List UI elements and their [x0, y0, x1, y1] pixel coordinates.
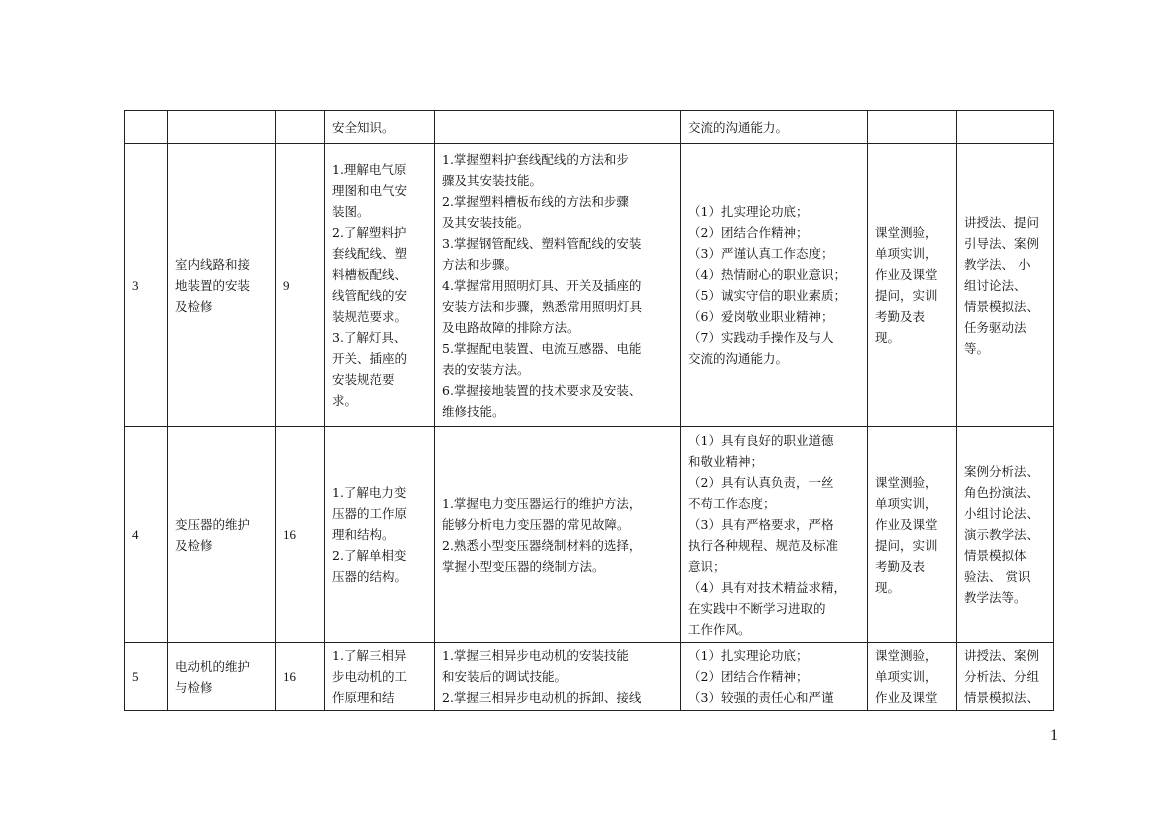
cell-line: 套线配线、塑 — [332, 246, 408, 261]
cell-line: （3）具有严格要求，严格 — [688, 516, 834, 532]
quality-cell — [681, 427, 868, 643]
cell-line: 教学法、 小 — [964, 256, 1031, 272]
cell-line: 作业及课堂 — [875, 516, 938, 532]
table-row — [125, 144, 1054, 427]
cell-line: （4）具有对技术精益求精， — [688, 579, 846, 595]
cell-line: 作原理和结 — [332, 690, 395, 705]
cell-line: 等。 — [964, 340, 990, 356]
assessment-cell — [868, 144, 957, 427]
quality-cell — [681, 111, 868, 144]
cell-line: 单项实训， — [875, 669, 938, 684]
cell-line: 在实践中不断学习进取的 — [688, 600, 826, 616]
cell-line: 掌握小型变压器的绕制方法。 — [442, 558, 605, 574]
cell-line: 单项实训， — [875, 495, 938, 511]
knowledge-cell — [325, 427, 435, 643]
hours-cell: 9 — [276, 144, 325, 427]
cell-line: 开关、插座的 — [332, 351, 408, 366]
cell-line: （3）较强的责任心和严谨 — [688, 690, 834, 705]
knowledge-cell — [325, 643, 435, 711]
module-cell — [168, 144, 276, 427]
cell-line: 角色扮演法、 — [964, 485, 1040, 500]
cell-line: 1.掌握电力变压器运行的维护方法， — [442, 495, 642, 511]
cell-line: 能够分析电力变压器的常见故障。 — [442, 516, 630, 532]
cell-line: （4）热情耐心的职业意识； — [688, 267, 846, 282]
cell-line: 和敬业精神； — [688, 453, 764, 469]
cell-line: 变压器的维护 — [175, 516, 251, 532]
cell-line: （2）具有认真负责，一丝 — [688, 474, 834, 490]
methods-cell — [957, 427, 1054, 643]
row-number: 3 — [125, 144, 168, 427]
cell-line: 压器的工作原 — [332, 506, 408, 521]
row-number: 5 — [125, 643, 168, 711]
cell-line: 安装方法和步骤，熟悉常用照明灯具 — [442, 298, 643, 314]
methods-cell — [957, 643, 1054, 711]
cell-line: （7）实践动手操作及与人 — [688, 330, 834, 345]
cell-line: 2.了解塑料护 — [332, 225, 407, 240]
cell-line: （1）扎实理论功底； — [688, 648, 809, 663]
cell-line: 情景模拟法、 — [964, 690, 1040, 705]
cell-line: 现。 — [875, 579, 901, 595]
cell-line: 步电动机的工 — [332, 669, 408, 684]
cell-line: 和安装后的调试技能。 — [442, 669, 568, 684]
cell-line: 3.掌握钢管配线、塑料管配线的安装 — [442, 235, 642, 251]
cell-line: 室内线路和接 — [175, 256, 251, 272]
course-table — [124, 110, 1054, 711]
cell-line: 考勤及表 — [875, 309, 926, 324]
skills-cell — [435, 427, 681, 643]
cell-line: 及其安装技能。 — [442, 214, 530, 230]
cell-line: 演示教学法、 — [964, 527, 1040, 542]
module-cell — [168, 643, 276, 711]
cell-line: 讲授法、案例 — [964, 648, 1040, 663]
module-cell — [168, 427, 276, 643]
cell-line: 及检修 — [175, 298, 213, 314]
knowledge-cell — [325, 144, 435, 427]
cell-line: 课堂测验， — [875, 648, 938, 663]
cell-line: 验法、 赏识 — [964, 569, 1031, 584]
cell-line: 讲授法、提问 — [964, 214, 1040, 230]
cell-line: 5.掌握配电装置、电流互感器、电能 — [442, 340, 642, 356]
cell-line: 1.了解电力变 — [332, 485, 407, 500]
cell-line: 地装置的安装 — [175, 277, 251, 293]
skills-cell — [435, 144, 681, 427]
cell-line: 交流的沟通能力。 — [688, 351, 789, 366]
cell-line: 压器的结构。 — [332, 569, 408, 584]
cell-line: 执行各种规程、规范及标准 — [688, 537, 839, 553]
cell-line: 作业及课堂 — [875, 267, 938, 282]
quality-cell — [681, 144, 868, 427]
cell-line: 电动机的维护 — [175, 658, 251, 674]
assessment-cell — [868, 427, 957, 643]
cell-line: （1）具有良好的职业道德 — [688, 432, 834, 448]
cell-line: 教学法等。 — [964, 590, 1027, 605]
cell-line: 考勤及表 — [875, 558, 926, 574]
cell-line: 课堂测验， — [875, 225, 938, 240]
cell-line: （2）团结合作精神； — [688, 225, 809, 240]
cell-line: 不苟工作态度； — [688, 495, 776, 511]
cell-line: （3）严谨认真工作态度； — [688, 246, 834, 261]
cell-line: 情景模拟法、 — [964, 298, 1040, 314]
assessment-cell — [868, 111, 957, 144]
cell-line: 维修技能。 — [442, 403, 505, 419]
cell-line: 及检修 — [175, 537, 213, 553]
cell-line: 3.了解灯具、 — [332, 330, 407, 345]
cell-line: 线管配线的安 — [332, 288, 408, 303]
cell-line: 任务驱动法 — [964, 319, 1027, 335]
cell-line: 骤及其安装技能。 — [442, 172, 543, 188]
cell-line: 2.掌握塑料槽板布线的方法和步骤 — [442, 193, 629, 209]
methods-cell — [957, 111, 1054, 144]
methods-cell — [957, 144, 1054, 427]
cell-line: （6）爱岗敬业职业精神； — [688, 309, 834, 324]
row-number: 4 — [125, 427, 168, 643]
cell-line: 情景模拟体 — [964, 548, 1027, 563]
cell-line: 安全知识。 — [332, 119, 395, 135]
cell-line: 分析法、分组 — [964, 669, 1040, 684]
cell-line: 意识； — [688, 558, 726, 574]
cell-line: 课堂测验， — [875, 474, 938, 490]
cell-line: 引导法、案例 — [964, 235, 1040, 251]
cell-line: 工作作风。 — [688, 621, 751, 637]
hours-cell — [276, 111, 325, 144]
cell-line: 提问，实训 — [875, 537, 938, 553]
cell-line: 1.理解电气原 — [332, 162, 407, 177]
module-cell — [168, 111, 276, 144]
cell-line: 提问，实训 — [875, 288, 938, 303]
cell-line: 组讨论法、 — [964, 277, 1027, 293]
cell-line: 现。 — [875, 330, 901, 345]
cell-line: 装规范要求。 — [332, 309, 408, 324]
cell-line: 2.熟悉小型变压器绕制材料的选择， — [442, 537, 642, 553]
cell-line: 安装规范要 — [332, 372, 395, 387]
cell-line: 求。 — [332, 393, 358, 408]
table-row — [125, 427, 1054, 643]
knowledge-cell — [325, 111, 435, 144]
table-row — [125, 111, 1054, 144]
hours-cell: 16 — [276, 427, 325, 643]
cell-line: 2.了解单相变 — [332, 548, 407, 563]
cell-line: 4.掌握常用照明灯具、开关及插座的 — [442, 277, 642, 293]
cell-line: （1）扎实理论功底； — [688, 204, 809, 219]
cell-line: 理和结构。 — [332, 527, 395, 542]
cell-line: （2）团结合作精神； — [688, 669, 809, 684]
cell-line: 装图。 — [332, 204, 370, 219]
hours-cell: 16 — [276, 643, 325, 711]
cell-line: 交流的沟通能力。 — [688, 119, 789, 135]
assessment-cell — [868, 643, 957, 711]
table-row — [125, 643, 1054, 711]
cell-line: 小组讨论法、 — [964, 506, 1040, 521]
cell-line: 1.掌握塑料护套线配线的方法和步 — [442, 151, 629, 167]
page-number: 1 — [1050, 727, 1058, 744]
cell-line: （5）诚实守信的职业素质； — [688, 288, 846, 303]
skills-cell — [435, 643, 681, 711]
cell-line: 理图和电气安 — [332, 183, 408, 198]
cell-line: 案例分析法、 — [964, 464, 1040, 479]
cell-line: 1.了解三相异 — [332, 648, 407, 663]
cell-line: 与检修 — [175, 679, 213, 695]
cell-line: 料槽板配线、 — [332, 267, 408, 282]
cell-line: 6.掌握接地装置的技术要求及安装、 — [442, 382, 642, 398]
skills-cell — [435, 111, 681, 144]
quality-cell — [681, 643, 868, 711]
cell-line: 1.掌握三相异步电动机的安装技能 — [442, 648, 629, 663]
cell-line: 作业及课堂 — [875, 690, 938, 705]
cell-line: 单项实训， — [875, 246, 938, 261]
cell-line: 表的安装方法。 — [442, 361, 530, 377]
row-number — [125, 111, 168, 144]
cell-line: 方法和步骤。 — [442, 256, 518, 272]
cell-line: 2.掌握三相异步电动机的拆卸、接线 — [442, 690, 642, 705]
cell-line: 及电路故障的排除方法。 — [442, 319, 580, 335]
